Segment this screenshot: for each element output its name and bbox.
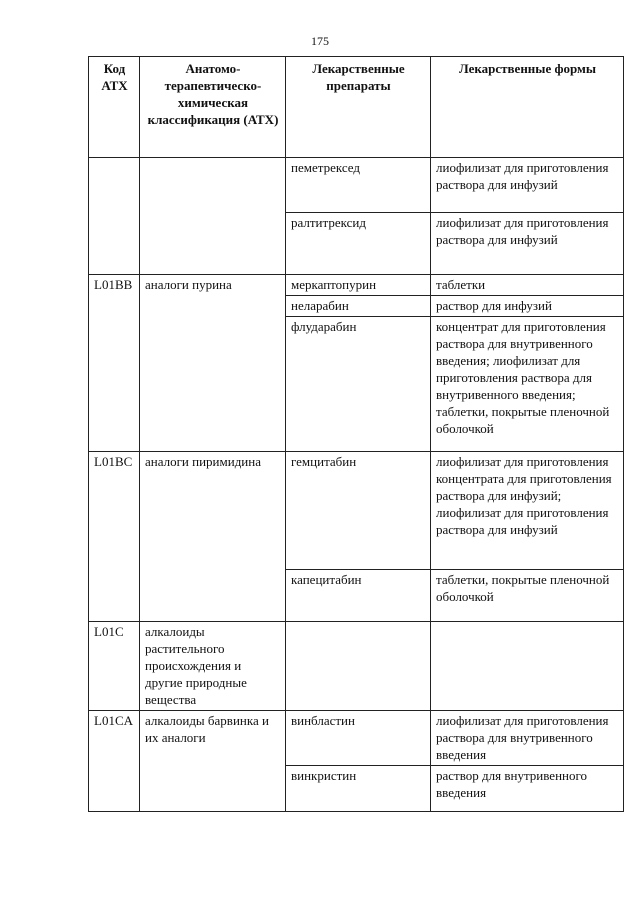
form-cell: лиофилизат для приготовления раствора для инфузий [431,213,624,275]
form-cell: раствор для инфузий [431,296,624,317]
page-number: 175 [311,34,329,48]
atx-code-cell: L01BC [89,452,140,622]
atx-code-cell [89,158,140,275]
form-cell: лиофилизат для приготовления раствора для инфузий [431,158,624,213]
atx-code-cell: L01CA [89,711,140,812]
form-cell: таблетки, покрытые пленочной оболочкой [431,570,624,622]
form-cell: лиофилизат для приготовления раствора для внутривенного введения [431,711,624,766]
drug-cell [286,622,431,711]
atx-classification-cell: аналоги пиримидина [140,452,286,622]
header-forms: Лекарственные формы [431,57,624,158]
drug-cell: гемцитабин [286,452,431,570]
drug-cell: меркаптопурин [286,275,431,296]
table-row [89,452,624,570]
drug-cell: флударабин [286,317,431,452]
drug-cell: пеметрексед [286,158,431,213]
table-row [89,622,624,711]
table-row [89,275,624,296]
drug-cell: винкристин [286,766,431,812]
atx-code-cell: L01BB [89,275,140,452]
header-classification: Анатомо-терапевтическо-химическая классификация (АТХ) [140,57,286,158]
header-code: Код АТХ [89,57,140,158]
table-header-row [89,57,624,158]
atx-classification-cell: алкалоиды барвинка и их аналоги [140,711,286,812]
drug-cell: винбластин [286,711,431,766]
drug-cell: капецитабин [286,570,431,622]
form-cell: лиофилизат для приготовления концентрата для приготовления раствора для инфузий; лиофилизат для приготовления раствора для инфузий [431,452,624,570]
atx-classification-cell: аналоги пурина [140,275,286,452]
table-row [89,158,624,213]
atx-classification-cell [140,158,286,275]
form-cell: концентрат для приготовления раствора для внутривенного введения; лиофилизат для приготовления раствора для внутривенного введения; таблетки, покрытые пленочной оболочкой [431,317,624,452]
atx-code-cell: L01C [89,622,140,711]
table-row [89,711,624,766]
form-cell: раствор для внутривенного введения [431,766,624,812]
form-cell: таблетки [431,275,624,296]
atx-table [88,56,624,812]
drug-cell: ралтитрексид [286,213,431,275]
drug-cell: неларабин [286,296,431,317]
atx-classification-cell: алкалоиды растительного происхождения и другие природные вещества [140,622,286,711]
form-cell [431,622,624,711]
header-drugs: Лекарственные препараты [286,57,431,158]
